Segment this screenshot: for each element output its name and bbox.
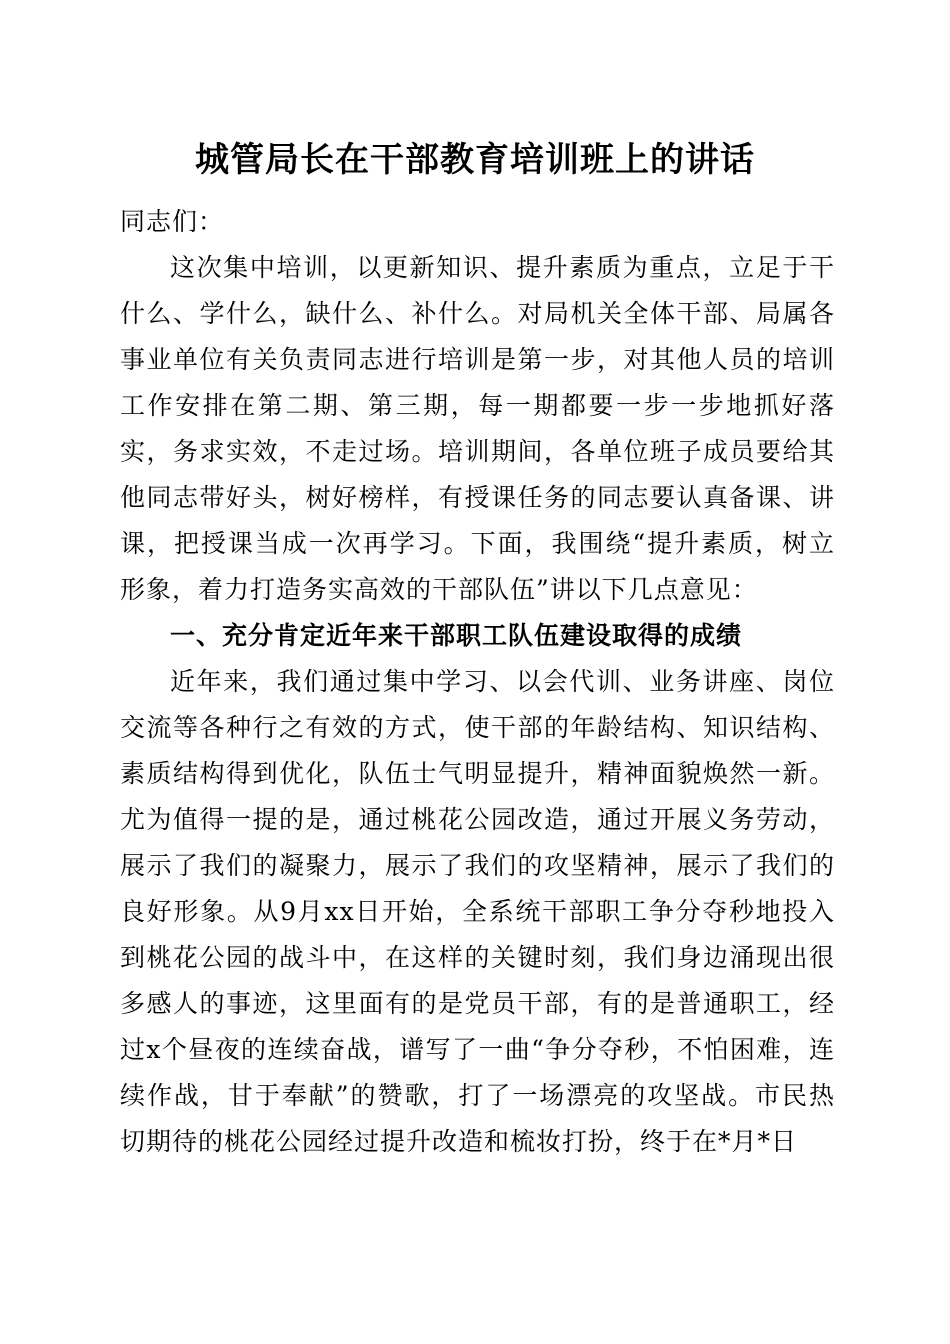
document-body — [120, 199, 835, 1165]
document-title: 城管局长在干部教育培训班上的讲话 — [195, 140, 755, 180]
section-1-paragraph: 近年来，我们通过集中学习、以会代训、业务讲座、岗位交流等各种行之有效的方式，使干部的年龄结构、知识结构、素质结构得到优化，队伍士气明显提升，精神面貌焕然一新。尤为值得一提的是，通过桃花公园改造，通过开展义务劳动，展示了我们的凝聚力，展示了我们的攻坚精神，展示了我们的良好形象。从9月xx日开始，全系统干部职工争分夺秒地投入到桃花公园的战斗中，在这样的关键时刻，我们身边涌现出很多感人的事迹，这里面有的是党员干部，有的是普通职工，经过x个昼夜的连续奋战，谱写了一曲“争分夺秒，不怕困难，连续作战，甘于奉献”的赞歌，打了一场漂亮的攻坚战。市民热切期待的桃花公园经过提升改造和梳妆打扮，终于在*月*日 — [120, 667, 835, 1156]
salutation: 同志们： — [120, 207, 225, 236]
intro-paragraph: 这次集中培训，以更新知识、提升素质为重点，立足于干什么、学什么，缺什么、补什么。对局机关全体干部、局属各事业单位有关负责同志进行培训是第一步，对其他人员的培训工作安排在第二期、第三期，每一期都要一步一步地抓好落实，务求实效，不走过场。培训期间，各单位班子成员要给其他同志带好头，树好榜样，有授课任务的同志要认真备课、讲课，把授课当成一次再学习。下面，我围绕“提升素质，树立形象，着力打造务实高效的干部队伍”讲以下几点意见： — [120, 253, 835, 604]
section-heading-1: 一、充分肯定近年来干部职工队伍建设取得的成绩 — [170, 621, 743, 650]
